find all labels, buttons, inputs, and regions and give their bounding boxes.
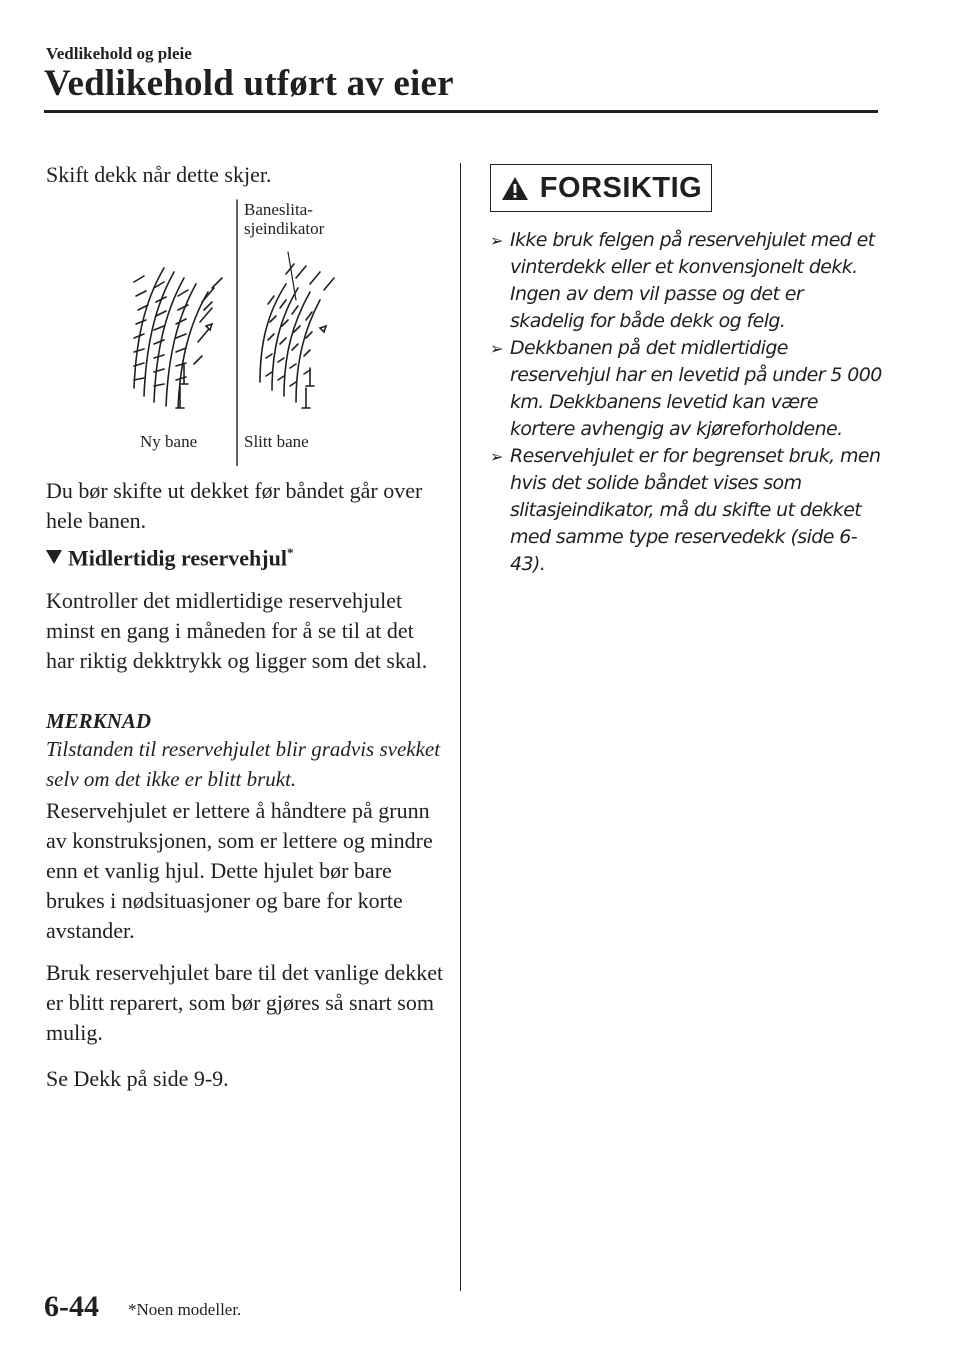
heading-footnote-mark: * — [286, 545, 294, 560]
warning-triangle-icon — [500, 175, 530, 202]
footnote: *Noen modeller. — [128, 1300, 242, 1319]
caution-item — [490, 227, 882, 335]
heading-text: Midlertidig reservehjul — [68, 545, 287, 571]
section-heading — [46, 545, 293, 571]
paragraph-check: Kontroller det midlertidige reservehjulet minst en gang i måneden for å se til at det har riktig dekktrykk og ligger som det skal. — [46, 588, 428, 673]
header-rule — [44, 110, 878, 113]
indicator-label-line1: Baneslita- — [244, 200, 313, 219]
caution-box — [490, 164, 712, 212]
column-divider — [460, 163, 461, 1291]
caution-item-text: Reservehjulet er for begrenset bruk, men hvis det solide båndet vises som slitasjeindikator, må du skifte ut dekket med samme type reservedekk (side 6-43). — [510, 445, 881, 575]
tread-wear-figure — [120, 192, 360, 466]
indicator-label-line2: sjeindikator — [244, 219, 325, 238]
worn-tread-drawing — [260, 252, 334, 408]
arrow-bullet-icon: ➢ — [490, 447, 503, 466]
paragraph-repair: Bruk reservehjulet bare til det vanlige dekket er blitt reparert, som bør gjøres så snart som mulig. — [46, 960, 444, 1045]
caution-list — [490, 227, 882, 578]
note-title: MERKNAD — [46, 709, 152, 733]
caution-item-text: Dekkbanen på det midlertidige reservehjul har en levetid på under 5 000 km. Dekkbanens levetid kan være kortere avhengig av kjøreforholdene. — [510, 337, 882, 440]
paragraph-construction: Reservehjulet er lettere å håndtere på grunn av konstruksjonen, som er lettere og mindre enn et vanlig hjul. Dette hjulet bør bare brukes i nødsituasjoner og bare for korte avstander. — [46, 798, 433, 943]
note-body: Tilstanden til reservehjulet blir gradvis svekket selv om det ikke er blitt brukt. — [46, 737, 441, 791]
caution-item-text: Ikke bruk felgen på reservehjulet med et vinterdekk eller et konvensjonelt dekk. Ingen av dem vil passe og det er skadelig for både dekk og felg. — [510, 229, 875, 332]
section-label: Vedlikehold og pleie — [46, 44, 192, 63]
page-number: 6-44 — [44, 1290, 99, 1323]
caution-item — [490, 443, 882, 578]
arrow-bullet-icon: ➢ — [490, 339, 503, 358]
replace-text: Du bør skifte ut dekket før båndet går over hele banen. — [46, 478, 423, 533]
caution-label: FORSIKTIG — [539, 171, 703, 204]
new-tread-drawing — [134, 268, 222, 408]
worn-tread-label: Slitt bane — [244, 432, 309, 451]
paragraph-reference: Se Dekk på side 9-9. — [46, 1066, 229, 1091]
intro-text: Skift dekk når dette skjer. — [46, 162, 272, 187]
caution-item — [490, 335, 882, 443]
arrow-bullet-icon: ➢ — [490, 231, 503, 250]
triangle-bullet-icon — [46, 550, 62, 564]
page-title: Vedlikehold utført av eier — [44, 63, 454, 104]
new-tread-label: Ny bane — [140, 432, 198, 451]
